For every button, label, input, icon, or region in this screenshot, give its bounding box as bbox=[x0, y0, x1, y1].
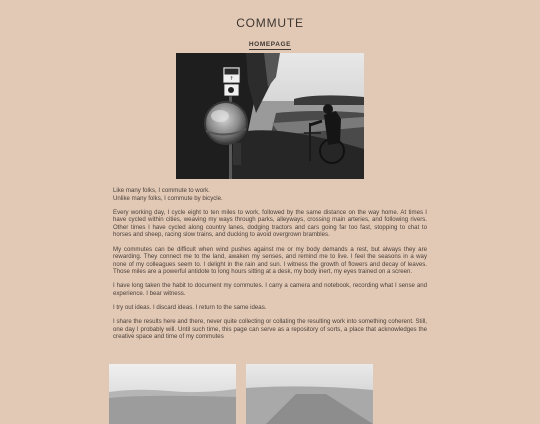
body-paragraph: I share the results here and there, never quite collecting or collating the resulting work into something coherent. Still, one day I probably will. Until such time, this page can serve as a repository of sorts, a place that acknowledges the creative space and time of my commutes bbox=[113, 318, 427, 341]
hero-photo bbox=[176, 53, 364, 179]
hero-photo-art bbox=[176, 53, 364, 179]
intro-line-2: Unlike many folks, I commute by bicycle. bbox=[113, 194, 223, 202]
nav-homepage-link[interactable]: HOMEPAGE bbox=[248, 41, 292, 48]
main-nav bbox=[0, 33, 540, 51]
gallery-photo[interactable] bbox=[246, 364, 373, 424]
body-paragraph: Every working day, I cycle eight to ten miles to work, followed by the same distance on the way home. At times I have cycled within cities, weaving my ways through parks, alleyways, crossing main arteries, and following rivers. Other times I have cycled along country lanes, dodging tractors and cars going far too fast, stopping to chat to horses and sheep, racing slow trains, and ducking to avoid overgrown brambles. bbox=[113, 208, 427, 239]
site-title: COMMUTE bbox=[236, 16, 304, 30]
body-paragraph: I try out ideas. I discard ideas. I return to the same ideas. bbox=[113, 304, 267, 312]
body-paragraph: I have long taken the habit to document my commutes. I carry a camera and notebook, recording what I sense and experience. I bear witness. bbox=[113, 282, 427, 298]
intro-line-1: Like many folks, I commute to work. bbox=[113, 187, 210, 194]
svg-text:↑: ↑ bbox=[229, 76, 234, 82]
intro-paragraph bbox=[113, 187, 427, 202]
gallery-photo[interactable] bbox=[109, 364, 236, 424]
article-body bbox=[113, 187, 427, 348]
body-paragraph: My commutes can be difficult when wind pushes against me or my body demands a rest, but always they are rewarding. They connect me to the land, awaken my senses, and remind me to live. I feel the seasons in a way none of my colleagues seem to. I delight in the rain and sun. I witness the growth of flowers and decay of leaves. Those miles are a powerful antidote to long hours sitting at a desk, my body inert, my eyes trained on a screen. bbox=[113, 245, 427, 276]
